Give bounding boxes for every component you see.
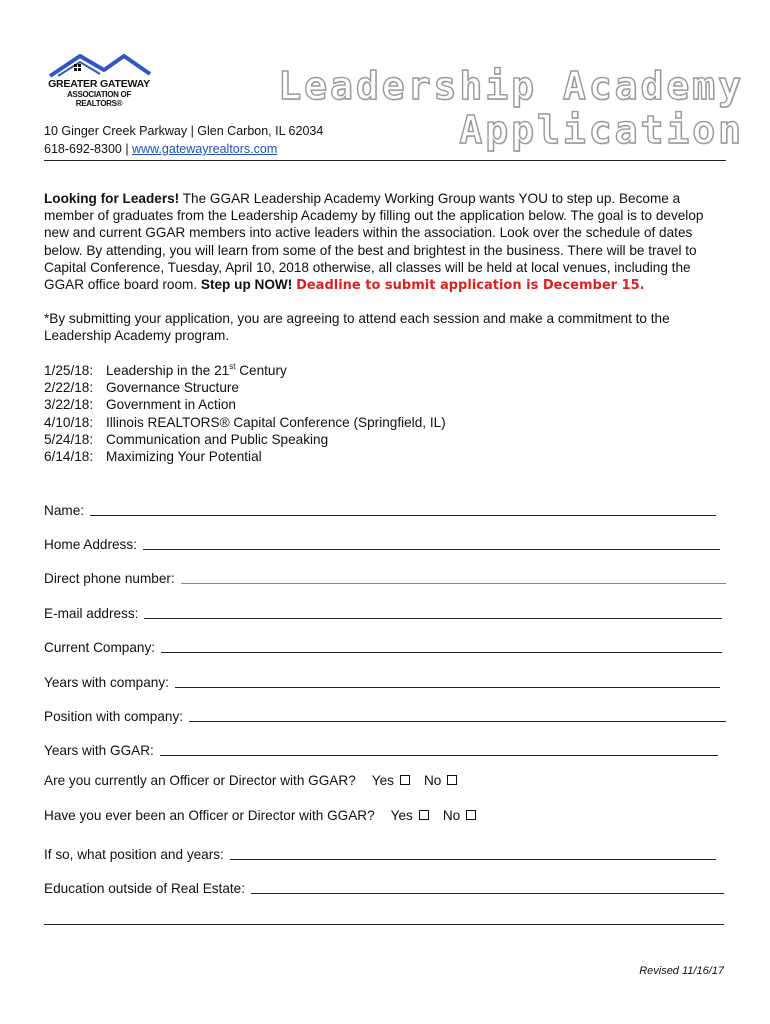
schedule-item [44, 396, 446, 413]
no-checkbox[interactable] [466, 810, 476, 820]
education-label: Education outside of Real Estate: [44, 881, 246, 896]
yes-label: Yes [390, 808, 413, 823]
current-officer-question [44, 773, 457, 788]
current-officer-yes[interactable] [372, 773, 410, 788]
current-company-input-line[interactable] [161, 638, 722, 653]
home-address-input-line[interactable] [143, 535, 720, 550]
header-divider [44, 160, 726, 161]
email-input-line[interactable] [144, 604, 722, 619]
years-company-input-line[interactable] [175, 673, 720, 688]
page-title-line2: Application [459, 108, 744, 152]
street-address: 10 Ginger Creek Parkway | Glen Carbon, IL 62034 [44, 124, 324, 138]
deadline-notice: Deadline to submit application is December 15. [296, 278, 645, 294]
name-field [44, 498, 716, 518]
education-field [44, 876, 724, 896]
current-officer-label: Are you currently an Officer or Director with GGAR? [44, 773, 356, 788]
ggar-logo [44, 50, 154, 106]
ever-officer-yes[interactable] [391, 808, 429, 823]
schedule-topic-sup: st [229, 362, 236, 371]
current-company-field [44, 635, 722, 655]
education-input-line[interactable] [251, 879, 724, 894]
schedule-item [44, 431, 446, 448]
years-ggar-field [44, 738, 718, 758]
schedule-topic: Communication and Public Speaking [106, 431, 329, 447]
schedule-date: 6/14/18: [44, 449, 94, 465]
schedule-date: 5/24/18: [44, 431, 94, 447]
schedule-item [44, 379, 446, 396]
direct-phone-input-line[interactable] [181, 569, 726, 584]
schedule-topic-tail: Century [235, 363, 287, 378]
direct-phone-label: Direct phone number: [44, 571, 175, 586]
schedule-topic: Government in Action [106, 397, 236, 413]
yes-checkbox[interactable] [400, 775, 410, 785]
yes-label: Yes [371, 773, 394, 788]
intro-paragraph [44, 190, 728, 294]
position-years-input-line[interactable] [230, 845, 716, 860]
house-roof-icon [44, 50, 154, 80]
home-address-label: Home Address: [44, 537, 137, 552]
ever-officer-no[interactable] [443, 808, 476, 823]
position-input-line[interactable] [189, 707, 726, 722]
years-ggar-label: Years with GGAR: [44, 743, 154, 758]
logo-name-line2: ASSOCIATION OF REALTORS® [66, 90, 132, 108]
schedule-list [44, 362, 446, 465]
schedule-date: 2/22/18: [44, 380, 94, 396]
email-label: E-mail address: [44, 606, 139, 621]
position-years-field [44, 842, 716, 862]
schedule-item [44, 448, 446, 465]
page-title-line1: Leadership Academy [278, 64, 744, 108]
schedule-topic: Governance Structure [106, 380, 239, 396]
intro-cta: Step up NOW! [200, 277, 293, 293]
intro-body: The GGAR Leadership Academy Working Group wants YOU to step up. Become a member of graduates from the Leadership Academy by filling out the application below. The goal is to develop new and current GGAR members into active leaders within the association. Look over the schedule of dates below. By attending, you will learn from some of the best and brightest in the business. There will be travel to Capital Conference, Tuesday, April 10, 2018 otherwise, all classes will be held at local venues, including the GGAR office board room. [44, 191, 704, 293]
ever-officer-question [44, 808, 476, 823]
no-checkbox[interactable] [447, 775, 457, 785]
years-company-label: Years with company: [44, 675, 169, 690]
schedule-date: 3/22/18: [44, 397, 94, 413]
schedule-item [44, 414, 446, 431]
email-field [44, 601, 722, 621]
current-officer-no[interactable] [424, 773, 457, 788]
name-input-line[interactable] [90, 501, 716, 516]
no-label: No [423, 773, 442, 788]
schedule-topic: Maximizing Your Potential [106, 449, 262, 465]
contact-line [44, 142, 277, 156]
schedule-date: 4/10/18: [44, 414, 94, 430]
current-company-label: Current Company: [44, 640, 156, 655]
years-ggar-input-line[interactable] [160, 741, 718, 756]
logo-name-line1: GREATER GATEWAY [48, 78, 150, 90]
website-link[interactable]: www.gatewayrealtors.com [132, 142, 278, 156]
schedule-topic: Leadership in the 21 [106, 363, 230, 378]
position-years-label: If so, what position and years: [44, 847, 224, 862]
position-label: Position with company: [44, 709, 184, 724]
direct-phone-field [44, 566, 726, 586]
home-address-field [44, 532, 720, 552]
schedule-date: 1/25/18: [44, 363, 94, 378]
intro-lead: Looking for Leaders! [44, 191, 180, 206]
name-label: Name: [44, 503, 85, 518]
no-label: No [442, 808, 461, 823]
schedule-item [44, 362, 446, 379]
position-field [44, 704, 726, 724]
schedule-topic: Illinois REALTORS® Capital Conference (Springfield, IL) [106, 414, 446, 430]
commitment-note: *By submitting your application, you are agreeing to attend each session and make a commitment to the Leadership Academy program. [44, 311, 670, 344]
revision-date: Revised 11/16/17 [639, 965, 724, 977]
phone-number: 618-692-8300 | [44, 142, 133, 156]
yes-checkbox[interactable] [419, 810, 429, 820]
education-continuation-line[interactable] [44, 924, 724, 925]
years-company-field [44, 670, 720, 690]
ever-officer-label: Have you ever been an Officer or Director with GGAR? [44, 808, 375, 823]
